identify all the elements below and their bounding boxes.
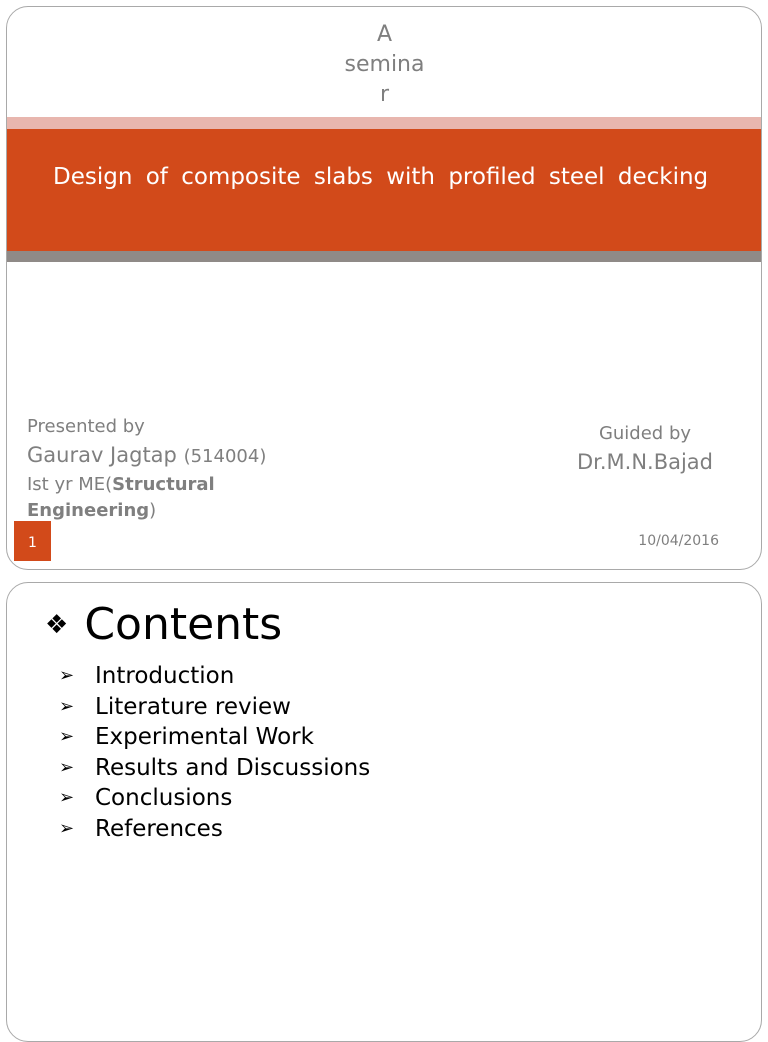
guide-name: Dr.M.N.Bajad: [576, 450, 714, 474]
arrow-bullet-icon: ➢: [59, 665, 75, 686]
seminar-heading-line: A: [376, 22, 393, 47]
slide-number-badge: 1: [14, 521, 51, 561]
presenter-name: Gaurav Jagtap: [27, 443, 177, 467]
seminar-heading-line: semina: [344, 52, 425, 77]
list-item: [59, 661, 370, 692]
seminar-heading-line: r: [379, 82, 390, 107]
course-suffix: ): [149, 500, 157, 521]
arrow-bullet-icon: ➢: [59, 756, 75, 778]
presented-by-label: Presented by: [27, 416, 145, 437]
list-item-label: Introduction: [95, 663, 235, 689]
course-prefix: Ist yr ME(: [27, 474, 113, 495]
slide-date: 10/04/2016: [638, 533, 719, 549]
diamond-bullet-icon: ❖: [45, 610, 69, 640]
presenter-course: [27, 472, 307, 524]
presenter-block: [27, 414, 307, 524]
arrow-bullet-icon: ➢: [59, 695, 75, 717]
guided-by-label: Guided by: [598, 423, 692, 444]
list-item-label: Experimental Work: [95, 724, 314, 751]
list-item: [59, 753, 370, 784]
contents-title: Contents: [84, 599, 283, 650]
list-item-label: References: [95, 815, 223, 842]
list-item: [59, 814, 370, 845]
contents-list: [59, 661, 370, 845]
contents-slide: [6, 582, 762, 1042]
list-item: [59, 783, 370, 814]
list-item-label: Conclusions: [95, 785, 233, 812]
arrow-bullet-icon: ➢: [59, 726, 75, 748]
contents-heading: [45, 597, 282, 653]
list-item: [59, 692, 370, 723]
guide-block: [555, 421, 735, 477]
course-bold: Structural Engineering: [27, 474, 215, 521]
slide-title: Design of composite slabs with profiled steel decking: [53, 164, 709, 190]
arrow-bullet-icon: ➢: [59, 787, 75, 809]
pink-divider-band: [7, 117, 761, 129]
title-bar: [7, 129, 761, 251]
list-item: [59, 722, 370, 753]
presenter-name-line: [27, 440, 307, 472]
list-item-label: Results and Discussions: [95, 754, 371, 781]
list-item-label: Literature review: [95, 693, 291, 720]
title-slide: [6, 6, 762, 570]
grey-divider-band: [7, 251, 761, 262]
presenter-id: (514004): [183, 446, 267, 467]
arrow-bullet-icon: ➢: [59, 817, 75, 839]
